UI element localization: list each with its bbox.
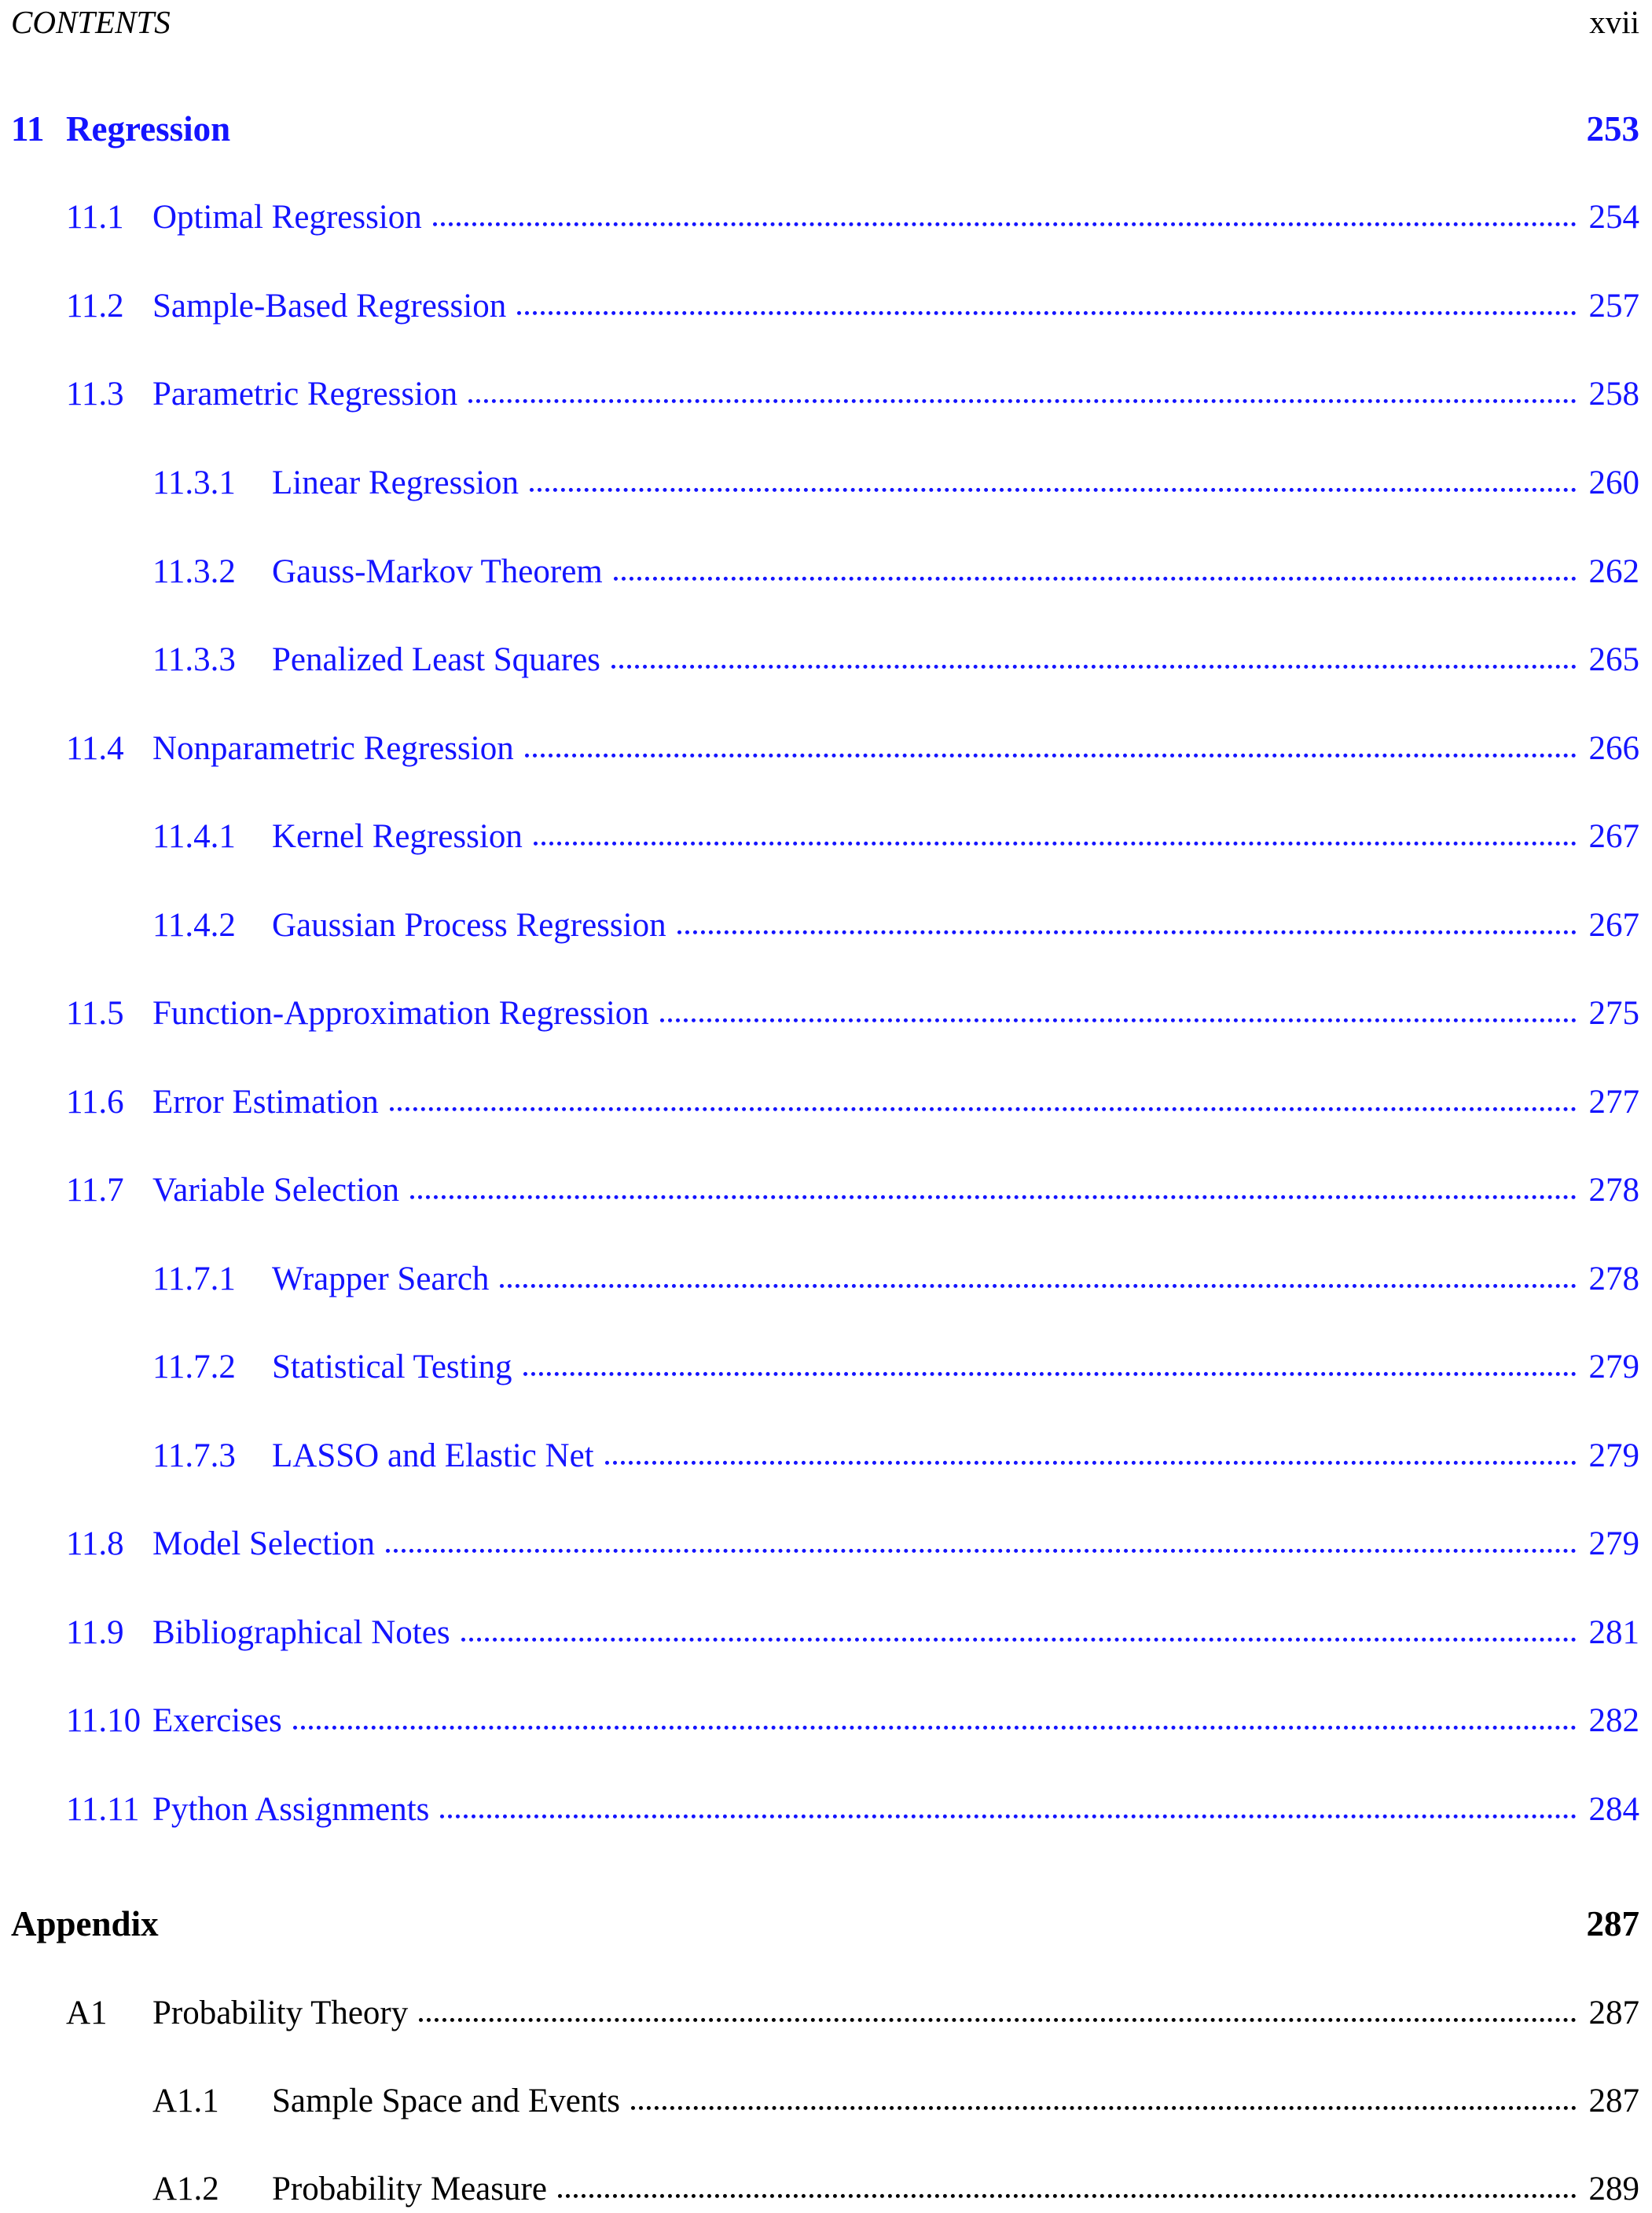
dot-leader xyxy=(558,2163,1577,2198)
toc-entry-subsection xyxy=(152,2077,1639,2124)
toc-entry-number: 11.3 xyxy=(66,375,124,413)
toc-entry-title: Penalized Least Squares xyxy=(272,640,600,678)
dot-leader xyxy=(468,369,1577,403)
toc-entry-page: 267 xyxy=(1588,906,1639,944)
dot-leader xyxy=(410,1165,1577,1199)
toc-entry-section[interactable] xyxy=(66,1609,1639,1656)
toc-entry-number: 11.3.3 xyxy=(152,640,236,678)
dot-leader xyxy=(611,634,1577,669)
toc-entry-title: Gauss-Markov Theorem xyxy=(272,552,603,590)
dot-leader xyxy=(534,811,1577,846)
dot-leader xyxy=(419,1987,1577,2022)
toc-entry-chapter xyxy=(11,1900,1639,1947)
toc-entry-number: 11.9 xyxy=(66,1613,124,1651)
toc-entry-page: 278 xyxy=(1588,1260,1639,1297)
toc-entry-page: 265 xyxy=(1588,640,1639,678)
toc-entry-page: 287 xyxy=(1588,2082,1639,2119)
toc-entry-chapter[interactable] xyxy=(11,105,1639,152)
toc-entry-page: 257 xyxy=(1588,287,1639,325)
toc-entry-title: Wrapper Search xyxy=(272,1260,490,1297)
toc-entry-section[interactable] xyxy=(66,1697,1639,1744)
toc-entry-title: Model Selection xyxy=(152,1525,376,1562)
toc-entry-number: 11.3.2 xyxy=(152,552,236,590)
toc-entry-page: 289 xyxy=(1588,2170,1639,2207)
toc-entry-subsection[interactable] xyxy=(152,1343,1639,1390)
dot-leader xyxy=(614,546,1577,581)
dot-leader xyxy=(605,1430,1577,1465)
toc-entry-title: Kernel Regression xyxy=(272,817,523,855)
toc-entry-subsection[interactable] xyxy=(152,1255,1639,1302)
toc-entry-section[interactable] xyxy=(66,725,1639,772)
toc-entry-page: 279 xyxy=(1588,1437,1639,1474)
dot-leader xyxy=(386,1518,1577,1553)
toc-entry-number: 11.7 xyxy=(66,1171,124,1209)
toc-entry-title: Linear Regression xyxy=(272,464,519,501)
running-head xyxy=(11,0,1639,44)
toc-entry-title: Appendix xyxy=(11,1904,159,1943)
toc-entry-title: Sample-Based Regression xyxy=(152,287,507,325)
toc-entry-title: Variable Selection xyxy=(152,1171,400,1209)
toc-entry-number: 11.4.2 xyxy=(152,906,236,944)
dot-leader xyxy=(631,2075,1577,2110)
toc-entry-page: 258 xyxy=(1588,375,1639,413)
toc-entry-section[interactable] xyxy=(66,193,1639,240)
toc-entry-number: 11.3.1 xyxy=(152,464,236,501)
toc-entry-title: Bibliographical Notes xyxy=(152,1613,450,1651)
toc-entry-title: Probability Theory xyxy=(152,1994,409,2031)
toc-entry-section xyxy=(66,1989,1639,2036)
toc-entry-number: A1.2 xyxy=(152,2170,219,2207)
toc-entry-number: 11 xyxy=(11,109,45,149)
toc-entry-page: 284 xyxy=(1588,1790,1639,1828)
toc-entry-page: 287 xyxy=(1586,1904,1639,1943)
dot-leader xyxy=(170,1902,1577,1934)
toc-entry-title: Statistical Testing xyxy=(272,1348,512,1385)
toc-entry-section[interactable] xyxy=(66,1520,1639,1567)
toc-entry-number: A1 xyxy=(66,1994,108,2031)
toc-entry-title: Exercises xyxy=(152,1701,282,1739)
toc-entry-subsection[interactable] xyxy=(152,901,1639,949)
toc-entry-number: 11.4 xyxy=(66,729,124,767)
dot-leader xyxy=(241,107,1577,139)
toc-entry-number: 11.1 xyxy=(66,198,124,236)
toc-entry-section[interactable] xyxy=(66,1078,1639,1125)
toc-entry-number: 11.10 xyxy=(66,1701,141,1739)
dot-leader xyxy=(433,192,1577,226)
toc-entry-title: Sample Space and Events xyxy=(272,2082,621,2119)
toc-entry-number: 11.4.1 xyxy=(152,817,236,855)
toc-entry-page: 282 xyxy=(1588,1701,1639,1739)
dot-leader xyxy=(530,457,1577,492)
toc-entry-page: 254 xyxy=(1588,198,1639,236)
toc-entry-number: A1.1 xyxy=(152,2082,219,2119)
toc-entry-number: 11.5 xyxy=(66,994,124,1032)
toc-entry-number: 11.7.3 xyxy=(152,1437,236,1474)
dot-leader xyxy=(660,988,1577,1022)
toc-entry-title: Regression xyxy=(66,109,231,149)
toc-entry-title: Nonparametric Regression xyxy=(152,729,514,767)
toc-entry-page: 287 xyxy=(1588,1994,1639,2031)
toc-entry-title: Parametric Regression xyxy=(152,375,458,413)
toc-entry-page: 253 xyxy=(1586,109,1639,149)
toc-entry-page: 277 xyxy=(1588,1083,1639,1121)
dot-leader xyxy=(461,1607,1577,1642)
toc-entry-number: 11.2 xyxy=(66,287,124,325)
dot-leader xyxy=(517,281,1577,315)
dot-leader xyxy=(523,1341,1577,1376)
dot-leader xyxy=(390,1077,1577,1111)
toc-entry-title: Gaussian Process Regression xyxy=(272,906,666,944)
toc-entry-page: 267 xyxy=(1588,817,1639,855)
dot-leader xyxy=(500,1253,1577,1288)
toc-entry-subsection[interactable] xyxy=(152,813,1639,860)
toc-entry-number: 11.7.1 xyxy=(152,1260,236,1297)
toc-entry-page: 279 xyxy=(1588,1348,1639,1385)
toc-entry-page: 279 xyxy=(1588,1525,1639,1562)
toc-entry-page: 278 xyxy=(1588,1171,1639,1209)
toc-entry-title: LASSO and Elastic Net xyxy=(272,1437,594,1474)
toc-entry-title: Function-Approximation Regression xyxy=(152,994,649,1032)
toc-entry-subsection xyxy=(152,2165,1639,2212)
toc-entry-number: 11.6 xyxy=(66,1083,124,1121)
toc-entry-page: 275 xyxy=(1588,994,1639,1032)
toc-entry-page: 266 xyxy=(1588,729,1639,767)
toc-entry-title: Optimal Regression xyxy=(152,198,422,236)
page-number: xvii xyxy=(1589,4,1639,40)
toc-entry-section[interactable] xyxy=(66,370,1639,417)
toc-entry-page: 260 xyxy=(1588,464,1639,501)
toc-entry-number: 11.11 xyxy=(66,1790,140,1828)
toc-entry-number: 11.7.2 xyxy=(152,1348,236,1385)
dot-leader xyxy=(677,900,1577,934)
toc-entry-number: 11.8 xyxy=(66,1525,124,1562)
toc-entry-subsection[interactable] xyxy=(152,636,1639,683)
toc-entry-section[interactable] xyxy=(66,1166,1639,1213)
dot-leader xyxy=(440,1784,1577,1818)
toc-entry-subsection[interactable] xyxy=(152,1432,1639,1479)
toc-entry-section[interactable] xyxy=(66,1785,1639,1833)
toc-entry-page: 262 xyxy=(1588,552,1639,590)
dot-leader xyxy=(293,1695,1577,1730)
toc-entry-title: Python Assignments xyxy=(152,1790,430,1828)
toc-entry-subsection[interactable] xyxy=(152,459,1639,506)
toc-entry-section[interactable] xyxy=(66,282,1639,329)
toc-entry-title: Error Estimation xyxy=(152,1083,379,1121)
toc-entry-subsection[interactable] xyxy=(152,548,1639,595)
dot-leader xyxy=(525,723,1577,758)
toc-entry-title: Probability Measure xyxy=(272,2170,547,2207)
toc-entry-page: 281 xyxy=(1588,1613,1639,1651)
toc-entry-section[interactable] xyxy=(66,989,1639,1037)
running-head-title: CONTENTS xyxy=(11,4,171,40)
